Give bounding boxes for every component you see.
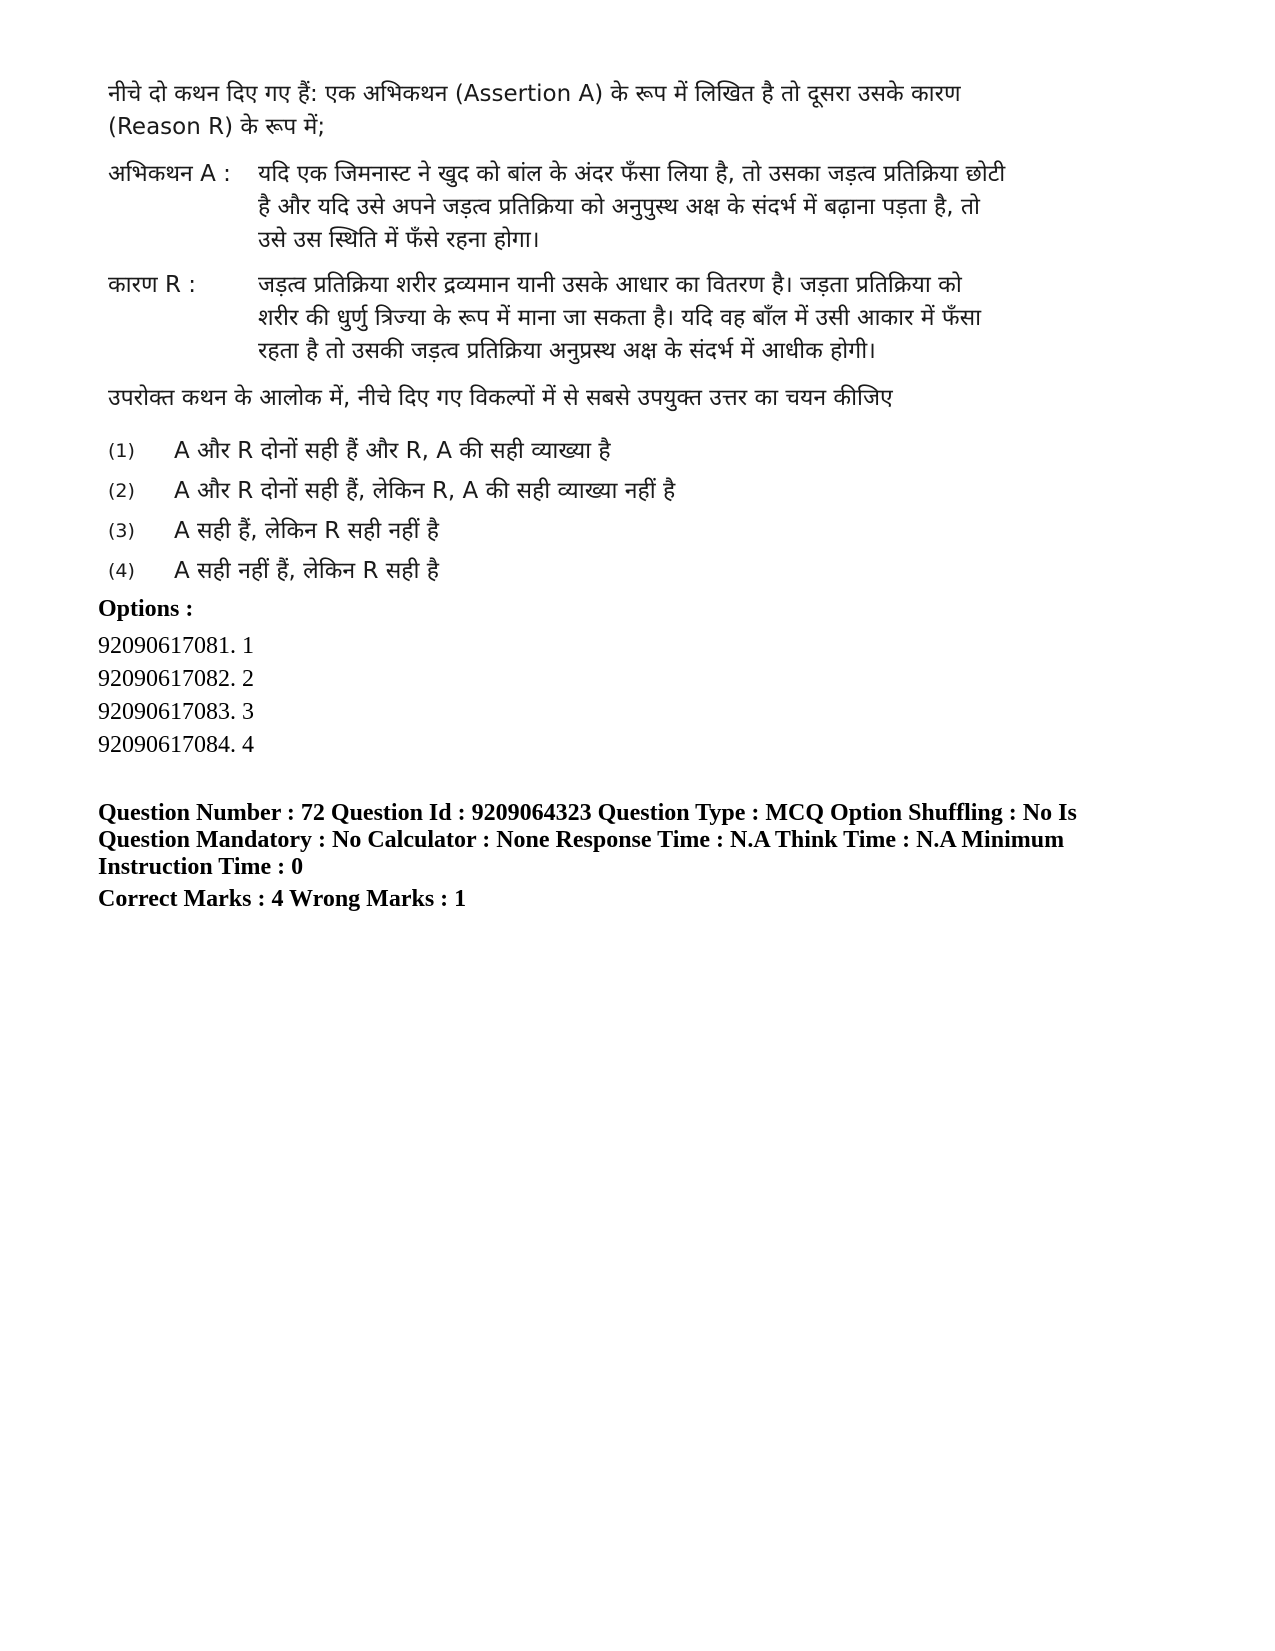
assertion-row <box>108 158 1008 257</box>
choice-text: A और R दोनों सही हैं और R, A की सही व्याख्या है <box>174 437 611 464</box>
question-instruction: उपरोक्त कथन के आलोक में, नीचे दिए गए विकल्पों में से सबसे उपयुक्त उत्तर का चयन कीजिए <box>108 385 893 411</box>
assertion-text: यदि एक जिमनास्ट ने खुद को बांल के अंदर फँसा लिया है, तो उसका जड़त्व प्रतिक्रिया छोटी है और यदि उसे अपने जड़त्व प्रतिक्रिया को अनुपुस्थ अक्ष के संदर्भ में बढ़ाना पड़ता है, तो उसे उस स्थिति में फँसे रहना होगा। <box>258 161 1006 253</box>
reason-label: कारण R : <box>108 272 197 298</box>
assertion-label: अभिकथन A : <box>108 161 231 187</box>
reason-row <box>108 269 1008 368</box>
option-item: 92090617083. 3 <box>98 699 254 725</box>
question-image <box>108 78 1008 591</box>
choice-item <box>108 431 1008 471</box>
choice-number: (2) <box>108 479 135 502</box>
choice-item <box>108 471 1008 511</box>
choice-text: A सही हैं, लेकिन R सही नहीं है <box>174 517 439 544</box>
reason-text: जड़त्व प्रतिक्रिया शरीर द्रव्यमान यानी उसके आधार का वितरण है। जड़ता प्रतिक्रिया को शरीर की धुर्णु त्रिज्या के रूप में माना जा सकता है। यदि वह बाँल में उसी आकार में फँसा रहता है तो उसकी जड़त्व प्रतिक्रिया अनुप्रस्थ अक्ष के संदर्भ में आधीक होगी। <box>258 272 982 364</box>
choice-number: (4) <box>108 559 135 582</box>
options-list <box>98 630 254 762</box>
option-item: 92090617084. 4 <box>98 732 254 758</box>
choice-number: (3) <box>108 519 135 542</box>
choice-number: (1) <box>108 439 135 462</box>
choice-item <box>108 551 1008 591</box>
option-item: 92090617081. 1 <box>98 633 254 659</box>
question-intro: नीचे दो कथन दिए गए हैं: एक अभिकथन (Assertion A) के रूप में लिखित है तो दूसरा उसके कारण (Reason R) के रूप में; <box>108 81 961 140</box>
choice-text: A सही नहीं हैं, लेकिन R सही है <box>174 557 439 584</box>
choice-text: A और R दोनों सही हैं, लेकिन R, A की सही व्याख्या नहीं है <box>174 477 676 504</box>
choice-item <box>108 511 1008 551</box>
options-heading: Options : <box>98 596 194 622</box>
option-item: 92090617082. 2 <box>98 666 254 692</box>
question-metadata: Question Number : 72 Question Id : 9209064323 Question Type : MCQ Option Shuffling : No Is Question Mandatory : No Calculator : None Response Time : N.A Think Time : N.A Minimum Instruction Time : 0 <box>98 800 1077 880</box>
marks-info: Correct Marks : 4 Wrong Marks : 1 <box>98 886 467 912</box>
